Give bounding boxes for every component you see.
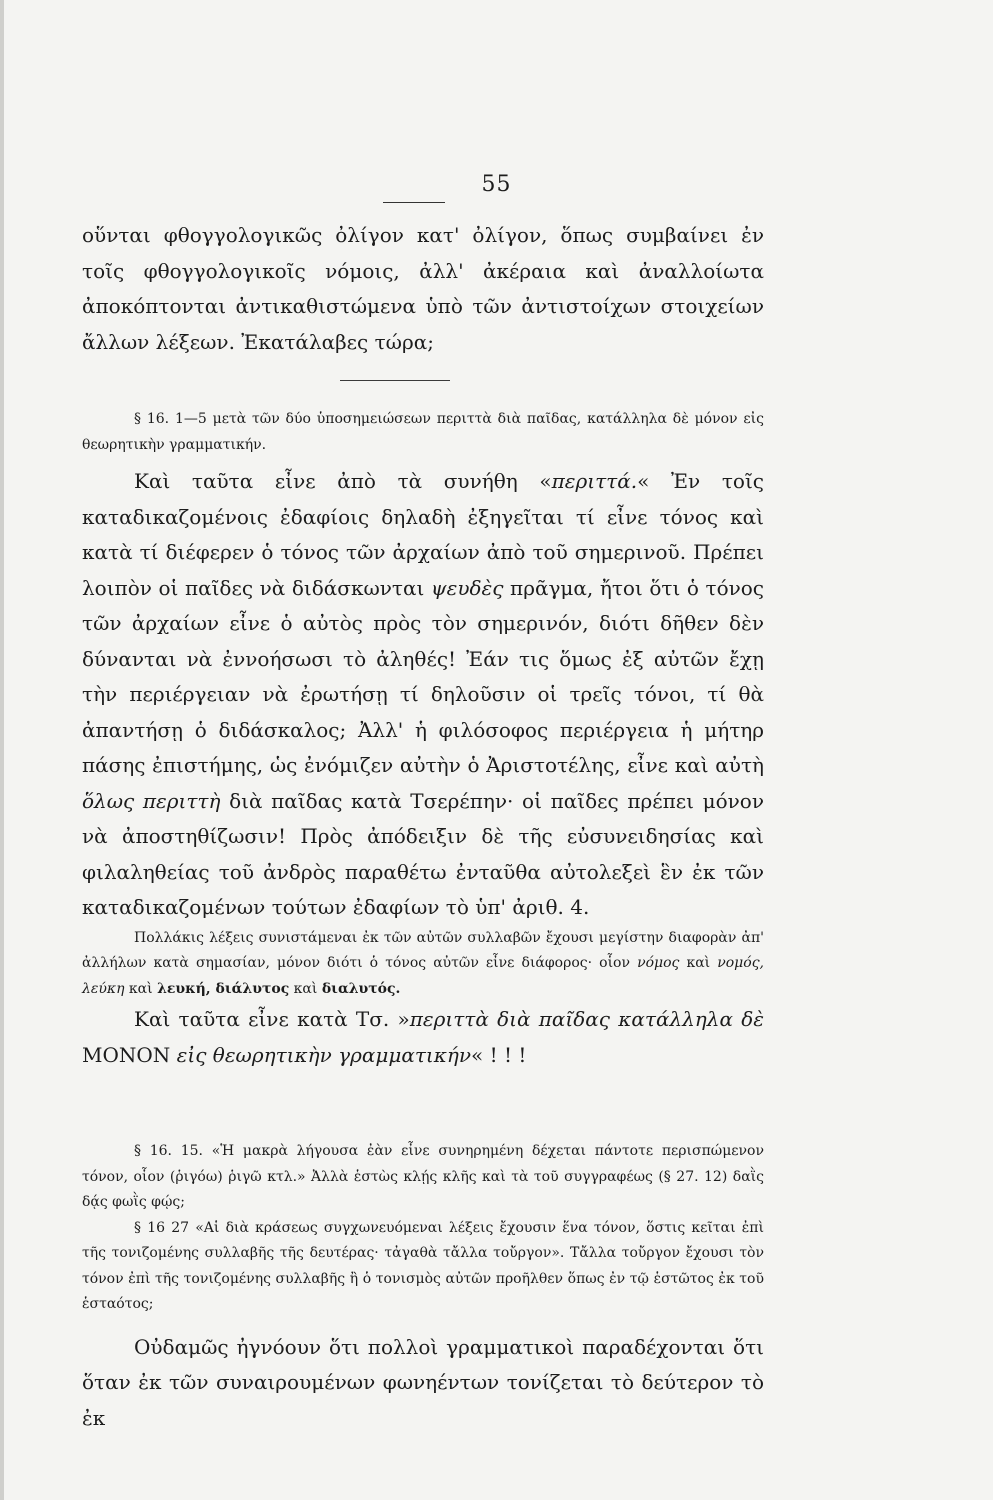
paragraph-3-text-3: « ! ! ! xyxy=(471,1042,527,1067)
paragraph-3-italic-2: εἰς θεωρητικὴν γραμματικήν xyxy=(176,1042,471,1067)
paragraph-2-text-1: Καὶ ταῦτα εἶνε ἀπὸ τὰ συνήθη « xyxy=(134,469,552,493)
footnote-section-16-1: § 16. 1—5 μετὰ τῶν δύο ὑποσημειώσεων περιττὰ διὰ παῖδας, κατάλληλα δὲ μόνον εἰς θεωρητικὴν γραμματικήν. xyxy=(82,411,764,453)
quote-peritta: περιττά. xyxy=(551,469,638,493)
section-separator xyxy=(340,380,450,381)
quoted-passage-4 xyxy=(82,926,764,1003)
paragraph-2 xyxy=(82,464,764,926)
quoted-passage-text-3: καὶ xyxy=(124,980,158,997)
page-edge xyxy=(0,0,4,1500)
quote-olos-peritti: ὅλως περιττὴ xyxy=(82,788,221,813)
quote-pseudes: ψευδὲς xyxy=(430,575,504,600)
example-nomos: νόμος xyxy=(637,955,680,971)
footnote-section-16-27: § 16 27 «Αἱ διὰ κράσεως συγχωνευόμεναι λέξεις ἔχουσιν ἕνα τόνον, ὅστις κεῖται ἐπὶ τῆς τονιζομένης συλλαβῆς τῆς δευτέρας· τἀγαθὰ τἄλλα τοὔργον». Τἄλλα τοὔργον ἔχουσι τὸν τόνον ἐπὶ τῆς τονιζομένης συλλαβῆς ἢ ὁ τονισμὸς αὐτῶν προῆλθεν ὅπως ἐν τῷ ἑστῶτος ἐκ τοῦ ἑσταότος; xyxy=(82,1219,764,1312)
page-body xyxy=(82,218,764,1436)
paragraph-3-monon: ΜΟΝΟΝ xyxy=(82,1042,177,1067)
paragraph-3-italic-1: περιττὰ διὰ παῖδας κατάλληλα δὲ xyxy=(409,1007,764,1031)
paragraph-2-text-4: διὰ παῖδας κατὰ Τσερέπην· οἱ παῖδες πρέπει μόνον νὰ ἀποστηθίζωσιν! Πρὸς ἀπόδειξιν δὲ τῆς εὐσυνειδησίας καὶ φιλαληθείας τοῦ ἀνδρὸς παραθέτω ἐνταῦθα αὐτολεξεὶ ἓν ἐκ τῶν καταδικαζομένων τούτων ἐδαφίων τὸ ὑπ' ἀριθ. 4. xyxy=(82,788,764,919)
paragraph-4: Οὐδαμῶς ἠγνόουν ὅτι πολλοὶ γραμματικοὶ παραδέχονται ὅτι ὅταν ἐκ τῶν συναιρουμένων φωνηέντων τονίζεται τὸ δεύτερον τὸ ἐκ xyxy=(82,1334,764,1430)
page-number: 55 xyxy=(481,172,512,197)
page-number-rule xyxy=(383,202,445,203)
paragraph-3 xyxy=(82,1002,764,1073)
quoted-passage-text-4: καὶ xyxy=(289,980,322,997)
paragraph-3-text-1: Καὶ ταῦτα εἶνε κατὰ Τσ. » xyxy=(134,1007,410,1031)
example-dialytos: διαλυτός. xyxy=(321,980,401,997)
example-nomos-leuki: νομός, λεύκη xyxy=(82,955,764,997)
quoted-passage-text-2: καὶ xyxy=(679,955,718,971)
example-leuki-dialytos: λευκή, διάλυτος xyxy=(157,980,290,997)
footnote-section-16-15: § 16. 15. «Ἡ μακρὰ λήγουσα ἐὰν εἶνε συνηρημένη δέχεται πάντοτε περισπώμενον τόνον, οἷον (ῥιγόω) ῥιγῶ κτλ.» Ἀλλὰ ἑστὼς κλῄς κλῆς καὶ τὰ τοῦ συγγραφέως (§ 27. 12) δαῒς δᾴς φωῒς φῴς; xyxy=(82,1143,764,1210)
paragraph-1: οὕνται φθογγολογικῶς ὀλίγον κατ' ὀλίγον, ὅπως συμβαίνει ἐν τοῖς φθογγολογικοῖς νόμοις, ἀλλ' ἀκέραια καὶ ἀναλλοίωτα ἀποκόπτονται ἀντικαθιστώμενα ὑπὸ τῶν ἀντιστοίχων στοιχείων ἄλλων λέξεων. Ἐκατάλαβες τώρα; xyxy=(82,223,764,354)
quoted-passage-text-1: Πολλάκις λέξεις συνιστάμεναι ἐκ τῶν αὐτῶν συλλαβῶν ἔχουσι μεγίστην διαφορὰν ἀπ' ἀλλήλων κατὰ σημασίαν, μόνον διότι ὁ τόνος αὐτῶν εἶνε διάφορος· οἷον xyxy=(82,929,764,971)
paragraph-2-text-2: « Ἐν τοῖς καταδικαζομένοις ἐδαφίοις δηλαδὴ ἐξηγεῖται τί εἶνε τόνος καὶ κατὰ τί διέφερεν ὁ τόνος τῶν ἀρχαίων ἀπὸ τοῦ σημερινοῦ. Πρέπει λοιπὸν οἱ παῖδες νὰ διδάσκωνται xyxy=(82,469,764,600)
paragraph-2-text-3: πρᾶγμα, ἤτοι ὅτι ὁ τόνος τῶν ἀρχαίων εἶνε ὁ αὐτὸς πρὸς τὸν σημερινόν, διότι δῆθεν δὲν δύνανται νὰ ἐννοήσωσι τὸ ἀληθές! Ἐάν τις ὅμως ἐξ αὐτῶν ἔχῃ τὴν περιέργειαν νὰ ἐρωτήσῃ τί δηλοῦσιν οἱ τρεῖς τόνοι, τί θὰ ἀπαντήσῃ ὁ διδάσκαλος; Ἀλλ' ἡ φιλόσοφος περιέργεια ἡ μήτηρ πάσης ἐπιστήμης, ὡς ἐνόμιζεν αὐτὴν ὁ Ἀριστοτέλης, εἶνε καὶ αὐτὴ xyxy=(82,575,765,777)
